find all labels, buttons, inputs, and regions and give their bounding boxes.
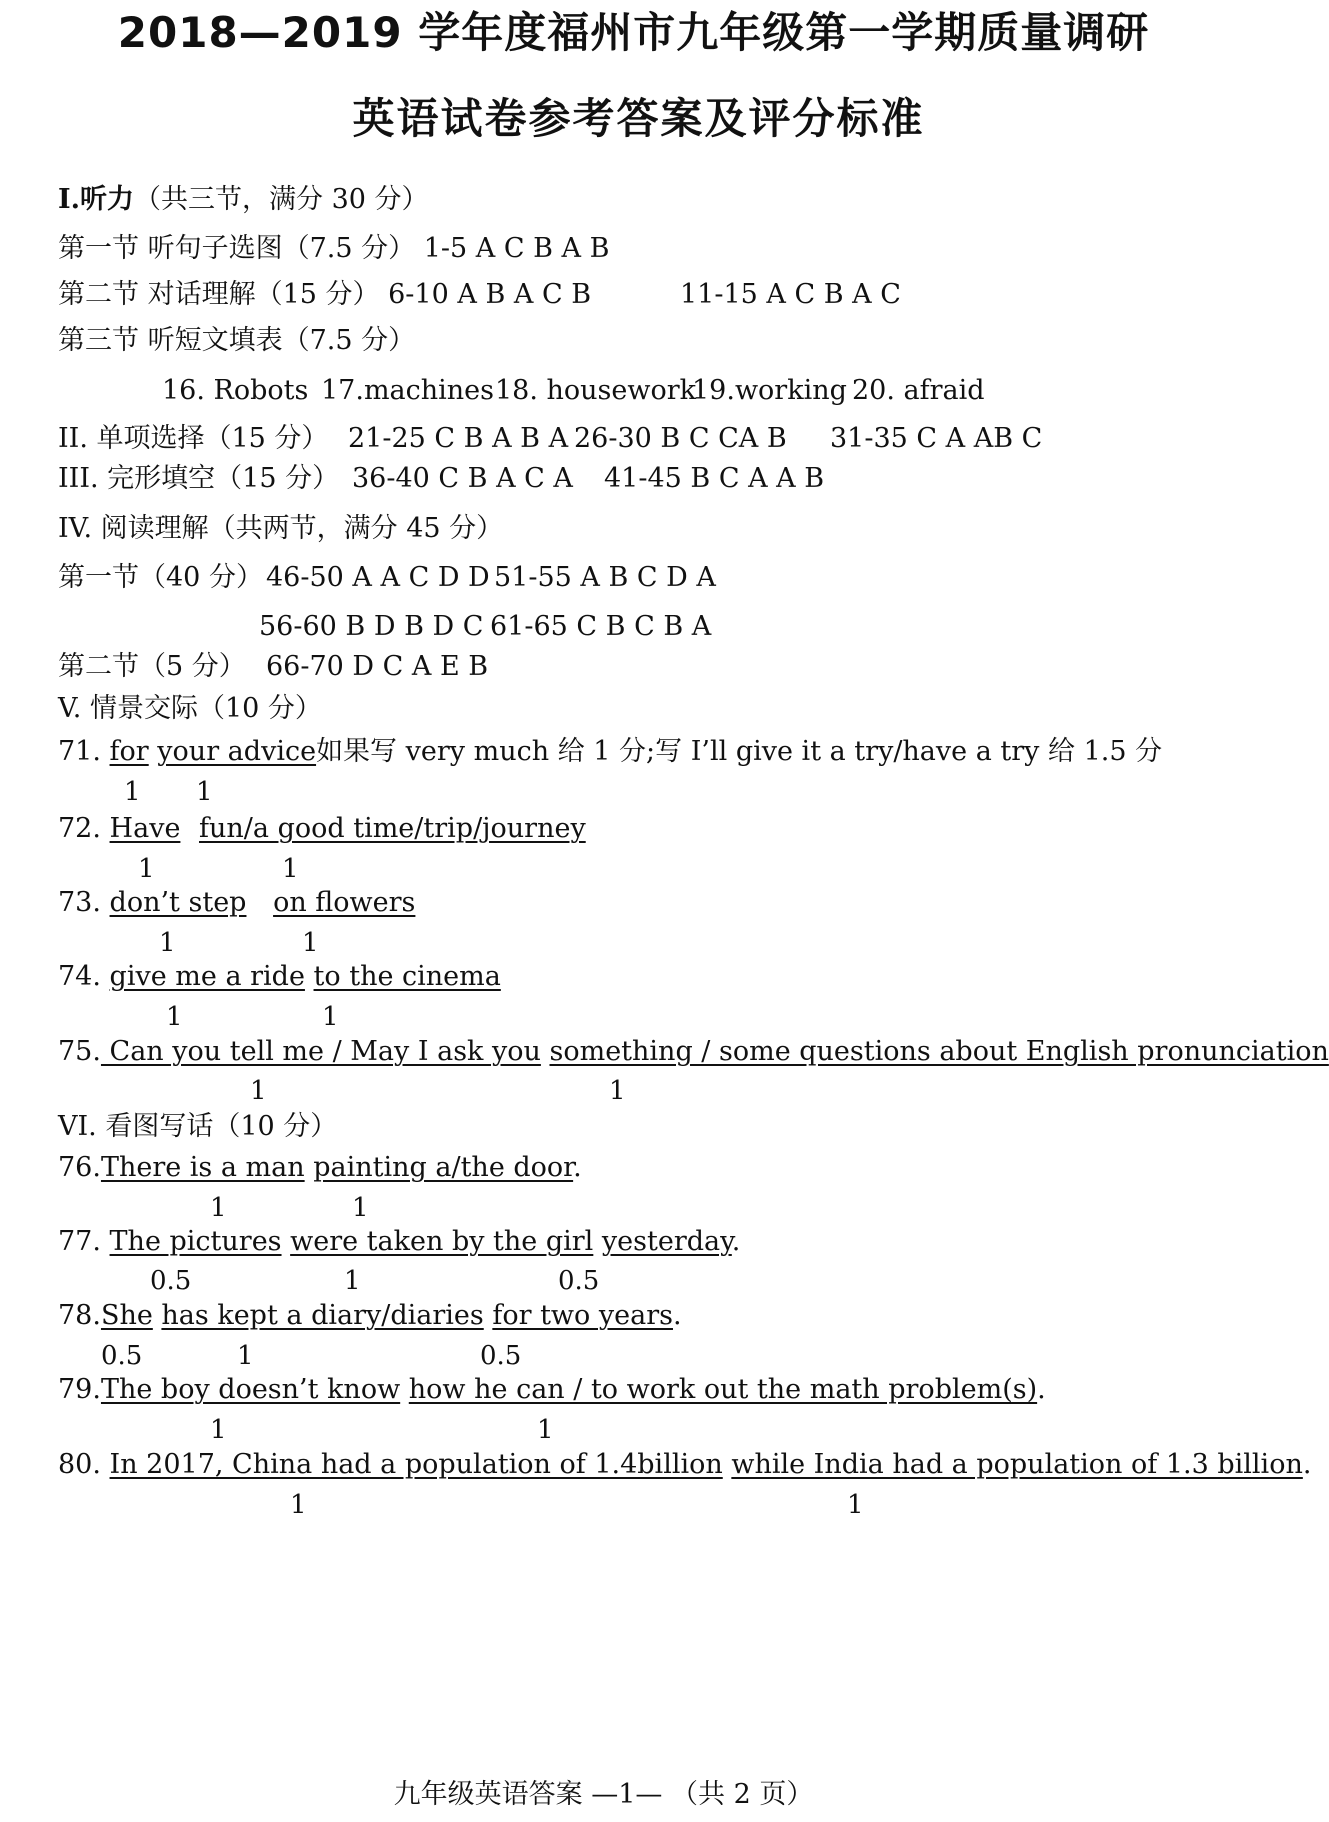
single-choice-c: 31-35 C A AB C (830, 423, 1043, 454)
q76-line: 76.There is a man painting a/the door. (58, 1152, 582, 1183)
q79-line: 79.The boy doesn’t know how he can / to work out the math problem(s). (58, 1374, 1046, 1405)
q78-line: 78.She has kept a diary/diaries for two years. (58, 1300, 682, 1331)
reading-sec1-c: 56-60 B D B D C (259, 611, 484, 642)
fill-17: 17.machines (321, 375, 495, 406)
q71-line: 71. for your advice如果写 very much 给 1 分;写 I’ll give it a try/have a try 给 1.5 分 (58, 736, 1163, 767)
listening-section-1: 第一节 听句子选图（7.5 分） 1-5 A C B A B (58, 233, 610, 264)
q74-score-2: 1 (322, 1002, 339, 1032)
fill-18: 18. housework (495, 375, 697, 406)
q75-score-1: 1 (250, 1076, 267, 1106)
cloze-a: 36-40 C B A C A (352, 463, 573, 494)
q77-line: 77. The pictures were taken by the girl yesterday. (58, 1226, 741, 1257)
q78-score-1: 0.5 (101, 1341, 143, 1371)
single-choice-label: II. 单项选择（15 分） (58, 423, 329, 454)
reading-sec2-a: 66-70 D C A E B (266, 651, 489, 682)
q77-score-2: 1 (344, 1266, 361, 1296)
cloze-label: III. 完形填空（15 分） (58, 463, 340, 494)
q75-score-2: 1 (609, 1076, 626, 1106)
reading-sec1-a: 46-50 A A C D D (266, 562, 490, 593)
q80-line: 80. In 2017, China had a population of 1.4billion while India had a population of 1.3 billion. (58, 1449, 1312, 1480)
listening-section-2-b: 11-15 A C B A C (680, 279, 901, 310)
q77-score-1: 0.5 (150, 1266, 192, 1296)
reading-sec1-label: 第一节（40 分） (58, 562, 263, 593)
communication-label: V. 情景交际（10 分） (58, 693, 322, 724)
q80-score-2: 1 (847, 1490, 864, 1520)
fill-16: 16. Robots (162, 375, 309, 406)
listening-heading: I.听力（共三节，满分 30 分） (58, 184, 429, 215)
q78-score-3: 0.5 (480, 1341, 522, 1371)
q72-score-1: 1 (138, 854, 155, 884)
q75-line: 75. Can you tell me / May I ask you something / some questions about English pronunciation (58, 1036, 1329, 1067)
page-footer: 九年级英语答案 —1— （共 2 页） (393, 1779, 814, 1810)
q79-score-1: 1 (210, 1415, 227, 1445)
reading-sec1-b: 51-55 A B C D A (494, 562, 716, 593)
reading-sec1-d: 61-65 C B C B A (490, 611, 712, 642)
q71-score-1: 1 (124, 777, 141, 807)
cloze-b: 41-45 B C A A B (604, 463, 825, 494)
reading-sec2-label: 第二节（5 分） (58, 651, 246, 682)
q76-score-2: 1 (352, 1193, 369, 1223)
single-choice-b: 26-30 B C CA B (574, 423, 787, 454)
listening-section-3: 第三节 听短文填表（7.5 分） (58, 325, 416, 356)
listening-section-2: 第二节 对话理解（15 分） 6-10 A B A C B (58, 279, 592, 310)
single-choice-a: 21-25 C B A B A (348, 423, 569, 454)
q79-score-2: 1 (537, 1415, 554, 1445)
fill-19: 19.working (692, 375, 847, 406)
q77-score-3: 0.5 (558, 1266, 600, 1296)
q80-score-1: 1 (290, 1490, 307, 1520)
picture-writing-label: VI. 看图写话（10 分） (58, 1111, 338, 1142)
q71-score-2: 1 (196, 777, 213, 807)
q73-line: 73. don’t step on flowers (58, 887, 416, 918)
q78-score-2: 1 (237, 1341, 254, 1371)
reading-label: IV. 阅读理解（共两节，满分 45 分） (58, 513, 504, 544)
fill-20: 20. afraid (852, 375, 985, 406)
q73-score-1: 1 (159, 928, 176, 958)
q72-line: 72. Have fun/a good time/trip/journey (58, 813, 586, 844)
page-title: 2018—2019 学年度福州市九年级第一学期质量调研 (117, 8, 1150, 57)
q73-score-2: 1 (302, 928, 319, 958)
page-subtitle: 英语试卷参考答案及评分标准 (352, 94, 925, 143)
q72-score-2: 1 (282, 854, 299, 884)
q74-score-1: 1 (166, 1002, 183, 1032)
q76-score-1: 1 (210, 1193, 227, 1223)
q74-line: 74. give me a ride to the cinema (58, 961, 501, 992)
